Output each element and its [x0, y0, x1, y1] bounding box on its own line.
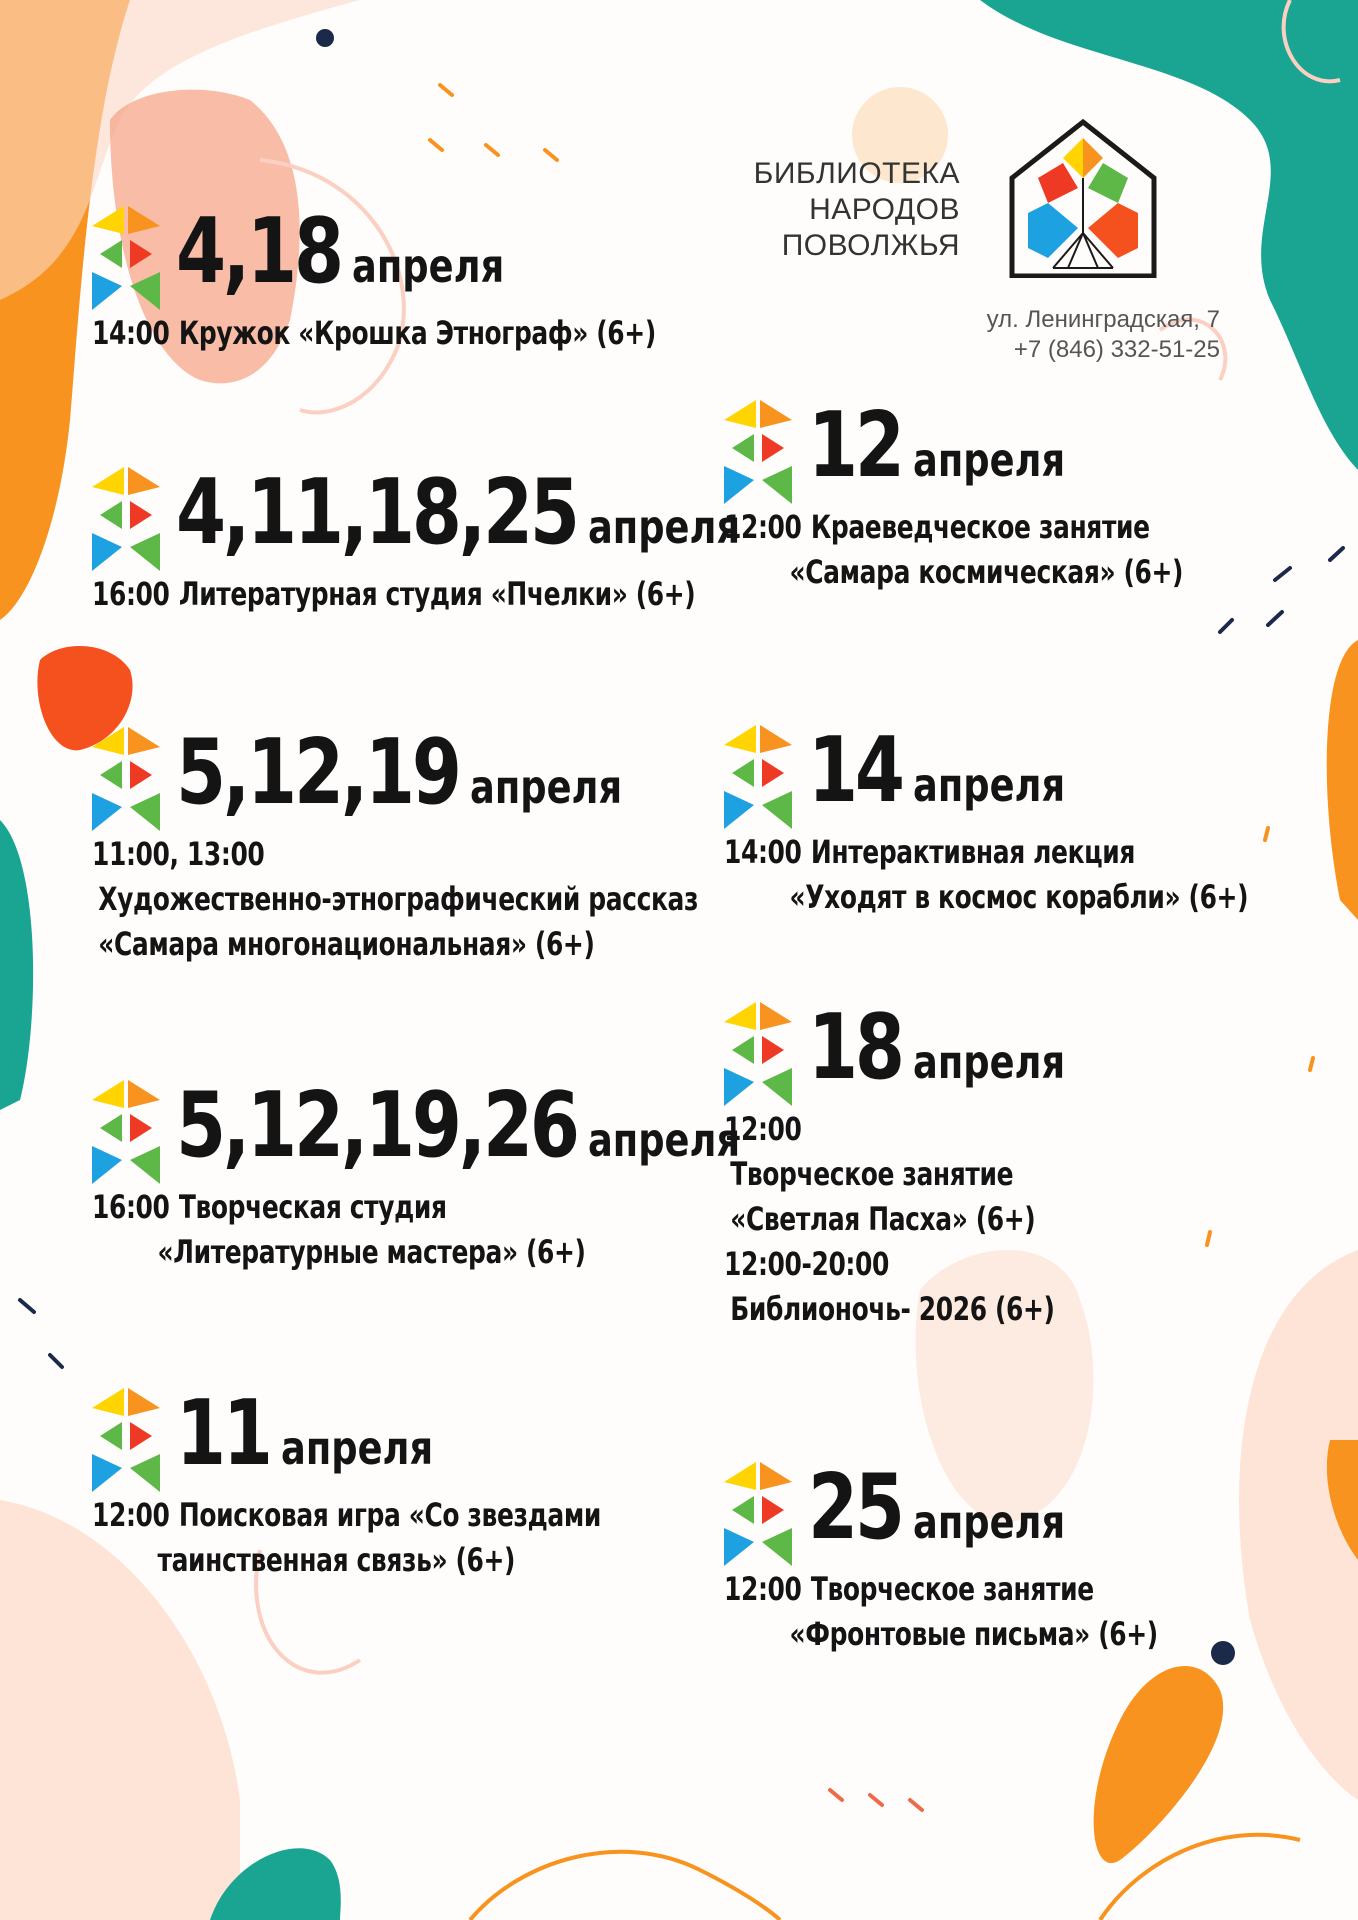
event-time: 12:00 [724, 1570, 802, 1608]
event-text: Поисковая игра «Со звездами [178, 1496, 601, 1534]
event-month: апреля [281, 1421, 434, 1475]
event-month: апреля [587, 500, 741, 554]
event-4-18 [92, 199, 815, 356]
event-line [92, 572, 695, 617]
event-25 [724, 1455, 1280, 1657]
event-text: Кружок «Крошка Этнограф» (6+) [178, 314, 656, 352]
event-month: апреля [352, 239, 505, 293]
event-line [724, 1107, 1055, 1152]
event-line [724, 830, 1248, 875]
event-dates [808, 995, 1066, 1107]
event-line [724, 1612, 1158, 1657]
event-11 [92, 1381, 744, 1583]
event-line [724, 1152, 1055, 1197]
event-emblem-icon [724, 725, 792, 829]
library-name-line: БИБЛИОТЕКА [753, 157, 960, 190]
event-time: 12:00 [92, 1496, 170, 1534]
event-emblem-icon [724, 1462, 792, 1566]
event-line [92, 1230, 586, 1275]
event-time: 16:00 [92, 1188, 170, 1226]
event-line [724, 1197, 1055, 1242]
event-line [724, 875, 1248, 920]
event-month: апреля [913, 1495, 1066, 1549]
event-dates-value: 11 [176, 1381, 270, 1486]
event-line [724, 1287, 1055, 1332]
event-month: апреля [470, 760, 623, 814]
event-time: 14:00 [724, 833, 802, 871]
event-text: Интерактивная лекция [810, 833, 1135, 871]
library-address: ул. Ленинградская, 7 [986, 306, 1220, 333]
event-text: таинственная связь» (6+) [157, 1541, 516, 1579]
event-14 [724, 718, 1358, 920]
event-dates [808, 393, 1066, 505]
event-dates-value: 12 [808, 393, 902, 498]
event-time: 16:00 [92, 575, 170, 613]
event-12 [724, 393, 1313, 595]
event-dates-value: 18 [808, 995, 902, 1100]
event-line [92, 311, 656, 356]
event-time: 11:00, 13:00 [92, 835, 265, 873]
event-time: 12:00 [724, 1110, 802, 1148]
event-line [92, 1538, 601, 1583]
event-emblem-icon [724, 400, 792, 504]
event-text: Творческое занятие [810, 1570, 1094, 1608]
event-line [724, 505, 1183, 550]
event-month: апреля [913, 1035, 1066, 1089]
library-logo [753, 118, 1160, 288]
event-line [92, 922, 698, 967]
event-line [92, 832, 698, 877]
event-emblem-icon [92, 1080, 160, 1184]
event-dates [176, 460, 741, 572]
event-line [724, 1242, 1055, 1287]
event-month: апреля [587, 1113, 741, 1167]
event-text: Творческая студия [178, 1188, 447, 1226]
event-text: Библионочь- 2026 (6+) [730, 1290, 1055, 1328]
event-dates-value: 5,12,19,26 [176, 1073, 577, 1178]
event-text: «Фронтовые письма» (6+) [789, 1615, 1158, 1653]
event-dates [176, 199, 505, 311]
event-dates [808, 718, 1066, 830]
event-time: 12:00-20:00 [724, 1245, 889, 1283]
event-dates-value: 14 [808, 718, 902, 823]
event-18 [724, 995, 1148, 1332]
library-phone: +7 (846) 332-51-25 [1013, 336, 1220, 363]
event-emblem-icon [92, 1388, 160, 1492]
event-text: Творческое занятие [730, 1155, 1014, 1193]
event-text: «Самара космическая» (6+) [789, 553, 1184, 591]
event-dates [176, 1381, 434, 1493]
event-dates [808, 1455, 1066, 1567]
event-emblem-icon [92, 467, 160, 571]
library-contacts [987, 305, 1220, 365]
event-text: Художественно-этнографический рассказ [98, 880, 699, 918]
event-dates-value: 4,18 [176, 199, 341, 304]
event-text: Краеведческое занятие [810, 508, 1150, 546]
event-month: апреля [913, 758, 1066, 812]
event-time: 14:00 [92, 314, 170, 352]
event-line [92, 1493, 601, 1538]
event-5-12-19-26 [92, 1073, 741, 1275]
library-tree-logo-icon [1008, 118, 1158, 278]
event-line [92, 1185, 586, 1230]
event-dates-value: 25 [808, 1455, 902, 1560]
event-dates [176, 1073, 741, 1185]
event-text: «Литературные мастера» (6+) [157, 1233, 586, 1271]
event-dates-value: 5,12,19 [176, 720, 459, 825]
event-time: 12:00 [724, 508, 802, 546]
event-month: апреля [913, 433, 1066, 487]
event-emblem-icon [92, 206, 160, 310]
event-line [724, 1567, 1158, 1612]
event-emblem-icon [724, 1002, 792, 1106]
event-line [92, 877, 698, 922]
event-text: «Самара многонациональная» (6+) [98, 925, 595, 963]
event-text: «Светлая Пасха» (6+) [730, 1200, 1036, 1238]
event-dates-value: 4,11,18,25 [176, 460, 577, 565]
library-name-line: НАРОДОВ [809, 193, 960, 226]
event-emblem-icon [92, 727, 160, 831]
event-dates [176, 720, 623, 832]
event-text: Литературная студия «Пчелки» (6+) [178, 575, 696, 613]
event-line [724, 550, 1183, 595]
event-text: «Уходят в космос корабли» (6+) [789, 878, 1249, 916]
library-name-line: ПОВОЛЖЬЯ [781, 229, 960, 262]
